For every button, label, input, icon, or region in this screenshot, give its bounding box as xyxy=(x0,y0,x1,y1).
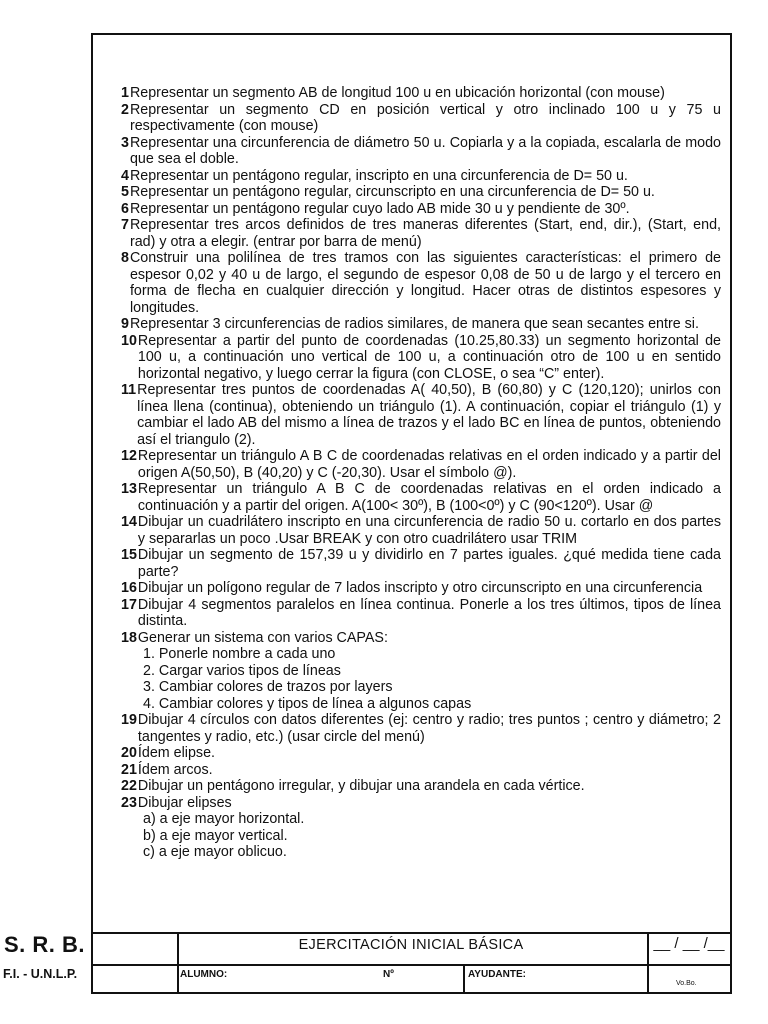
exercise-item xyxy=(121,580,721,597)
exercise-body xyxy=(138,712,721,745)
exercise-body xyxy=(138,448,721,481)
exercise-subitem: 4. Cambiar colores y tipos de línea a algunos capas xyxy=(143,695,472,712)
exercise-item xyxy=(121,250,721,316)
exercise-body xyxy=(130,85,721,102)
exercise-number: 12 xyxy=(121,448,137,464)
exercise-text: Dibujar un pentágono irregular, y dibujar una arandela en cada vértice. xyxy=(137,778,585,794)
exercise-item xyxy=(121,762,721,779)
exercise-body xyxy=(138,778,721,795)
exercise-text: Dibujar 4 círculos con datos diferentes (ej: centro y radio; tres puntos ; centro y diámetro; 2 tangentes y radio, etc.) (usar circle del menú) xyxy=(137,712,721,745)
exercise-number: 6 xyxy=(121,200,129,217)
exercise-item xyxy=(121,184,721,201)
exercise-body xyxy=(138,745,721,762)
exercise-item xyxy=(121,514,721,547)
exercise-number: 20 xyxy=(121,745,137,761)
exercise-text: Representar a partir del punto de coordenadas (10.25,80.33) un segmento horizontal de 100 u, a continuación uno vertical de 100 u, a continuación otro de 100 u en sentido horizontal negativo, y luego cerrar la figura (con CLOSE, o sea “C” enter). xyxy=(137,332,721,382)
number-label: Nº xyxy=(383,969,394,980)
exercise-item xyxy=(121,547,721,580)
exercise-text: Dibujar 4 segmentos paralelos en línea continua. Ponerle a los tres últimos, tipos de línea distinta. xyxy=(137,596,721,629)
exercise-number: 14 xyxy=(121,514,137,530)
exercise-list xyxy=(121,85,721,861)
exercise-number: 17 xyxy=(121,596,137,613)
exercise-body xyxy=(138,795,721,812)
exercise-body xyxy=(137,382,721,448)
exercise-number: 7 xyxy=(121,217,129,233)
exercise-body xyxy=(130,217,721,250)
exercise-body xyxy=(130,250,721,316)
exercise-item xyxy=(121,630,721,647)
exercise-item xyxy=(121,217,721,250)
exercise-number: 13 xyxy=(121,481,137,497)
exercise-text: Dibujar un cuadrilátero inscripto en una circunferencia de radio 50 u. cortarlo en dos partes y separarlas un poco .Usar BREAK y con otro cuadrilátero usar TRIM xyxy=(137,514,721,547)
exercise-number: 21 xyxy=(121,761,137,778)
exercise-item xyxy=(121,778,721,795)
exercise-text: Representar un pentágono regular, inscripto en una circunferencia de D= 50 u. xyxy=(129,167,628,184)
exercise-text: Ídem elipse. xyxy=(137,745,215,761)
exercise-body xyxy=(138,333,721,383)
exercise-number: 3 xyxy=(121,134,129,151)
exercise-body xyxy=(138,630,721,647)
title-block-top-line xyxy=(93,932,730,934)
exercise-item xyxy=(121,102,721,135)
exercise-body xyxy=(130,168,721,185)
exercise-number: 22 xyxy=(121,778,137,794)
exercise-item xyxy=(121,795,721,812)
exercise-text: Representar un pentágono regular, circunscripto en una circunferencia de D= 50 u. xyxy=(129,184,655,200)
exercise-item xyxy=(121,333,721,383)
exercise-body xyxy=(138,580,721,597)
exercise-body xyxy=(130,184,721,201)
vobo-label: Vo.Bo. xyxy=(676,980,697,987)
exercise-item xyxy=(121,316,721,333)
exercise-number: 16 xyxy=(121,580,137,596)
exercise-number: 4 xyxy=(121,167,129,184)
exercise-number: 23 xyxy=(121,794,137,811)
exercise-text: Dibujar un segmento de 157,39 u y dividirlo en 7 partes iguales. ¿qué medida tiene cada parte? xyxy=(137,547,721,580)
exercise-text: Representar tres puntos de coordenadas A( 40,50), B (60,80) y C (120,120); unirlos con línea llena (continua), obteniendo un triángulo (1). A continuación, copiar el triángulo (1) y cambiar el lado AB del mismo a línea de trazos y el lado BC en línea de puntos, obteniendo así el triangulo (2). xyxy=(137,382,721,448)
exercise-item xyxy=(121,85,721,102)
exercise-number: 1 xyxy=(121,85,129,101)
exercise-body xyxy=(138,514,721,547)
exercise-number: 18 xyxy=(121,629,137,646)
exercise-body xyxy=(130,201,721,218)
exercise-subitem: b) a eje mayor vertical. xyxy=(143,827,288,844)
exercise-item xyxy=(121,597,721,630)
exercise-number: 15 xyxy=(121,547,137,563)
title-block-divider-3 xyxy=(463,964,465,994)
faculty-label: F.I. - U.N.L.P. xyxy=(3,967,78,981)
title-block-middle-line xyxy=(93,964,730,966)
exercise-subitem: a) a eje mayor horizontal. xyxy=(143,811,305,827)
exercise-text: Representar un triángulo A B C de coordenadas relativas en el orden indicado a continuación y a partir del origen. A(100< 30º), B (100<0º) y C (90<120º). Usar @ xyxy=(137,481,721,514)
exercise-number: 8 xyxy=(121,250,129,266)
sheet-frame xyxy=(91,33,732,994)
exercise-body xyxy=(138,481,721,514)
ayudante-label: AYUDANTE: xyxy=(468,969,526,980)
exercise-text: Representar un pentágono regular cuyo lado AB mide 30 u y pendiente de 30º. xyxy=(129,200,630,217)
date-field: __ / __ /__ xyxy=(653,935,725,952)
exercise-body xyxy=(130,316,721,333)
exercise-subitem: 1. Ponerle nombre a cada uno xyxy=(143,646,336,662)
exercise-item xyxy=(121,168,721,185)
exercise-text: Dibujar un polígono regular de 7 lados inscripto y otro circunscripto en una circunferencia xyxy=(137,580,703,596)
institution-label: S. R. B. xyxy=(4,932,86,957)
exercise-item xyxy=(121,382,721,448)
title-block-divider-1 xyxy=(177,932,179,994)
exercise-item xyxy=(121,135,721,168)
exercise-text: Dibujar elipses xyxy=(137,794,232,811)
exercise-body xyxy=(138,547,721,580)
exercise-item xyxy=(121,448,721,481)
exercise-subitem: 2. Cargar varios tipos de líneas xyxy=(143,662,341,679)
exercise-text: Representar un segmento CD en posición vertical y otro inclinado 100 u y 75 u respectivamente (con mouse) xyxy=(129,101,721,134)
exercise-text: Representar un triángulo A B C de coordenadas relativas en el orden indicado y a partir del origen A(50,50), B (40,20) y C (-20,30). Usar el símbolo @). xyxy=(137,448,721,481)
exercise-text: Construir una polilínea de tres tramos con las siguientes características: el primero de espesor 0,02 y 40 u de largo, el segundo de espesor 0,08 de 50 u de largo y el tercero en forma de flecha en cualquier dirección y longitud. Hacer otras de distintos espesores y longitudes. xyxy=(129,250,721,316)
exercise-number: 9 xyxy=(121,316,129,332)
exercise-subitem: 3. Cambiar colores de trazos por layers xyxy=(143,679,393,695)
exercise-item xyxy=(121,712,721,745)
exercise-text: Representar una circunferencia de diámetro 50 u. Copiarla y a la copiada, escalarla de modo que sea el doble. xyxy=(129,134,721,167)
exercise-number: 11 xyxy=(121,382,137,398)
alumno-label: ALUMNO: xyxy=(180,969,228,980)
exercise-text: Representar 3 circunferencias de radios similares, de manera que sean secantes entre si. xyxy=(129,316,699,332)
exercise-text: Ídem arcos. xyxy=(137,761,213,778)
exercise-subitem: c) a eje mayor oblicuo. xyxy=(143,844,287,860)
exercise-number: 2 xyxy=(121,101,129,118)
exercise-body xyxy=(130,102,721,135)
exercise-body xyxy=(138,762,721,779)
exercise-item xyxy=(121,745,721,762)
exercise-text: Generar un sistema con varios CAPAS: xyxy=(137,629,388,646)
exercise-number: 19 xyxy=(121,712,137,728)
exercise-body xyxy=(130,135,721,168)
exercise-body xyxy=(138,597,721,630)
exercise-number: 10 xyxy=(121,332,137,349)
exercise-text: Representar tres arcos definidos de tres maneras diferentes (Start, end, dir.), (Start, end, rad) y otra a elegir. (entrar por barra de menú) xyxy=(129,217,721,250)
exercise-text: Representar un segmento AB de longitud 100 u en ubicación horizontal (con mouse) xyxy=(129,85,665,101)
exercise-item xyxy=(121,481,721,514)
exercise-item xyxy=(121,201,721,218)
sheet-title: EJERCITACIÓN INICIAL BÁSICA xyxy=(298,937,524,953)
exercise-number: 5 xyxy=(121,184,129,200)
